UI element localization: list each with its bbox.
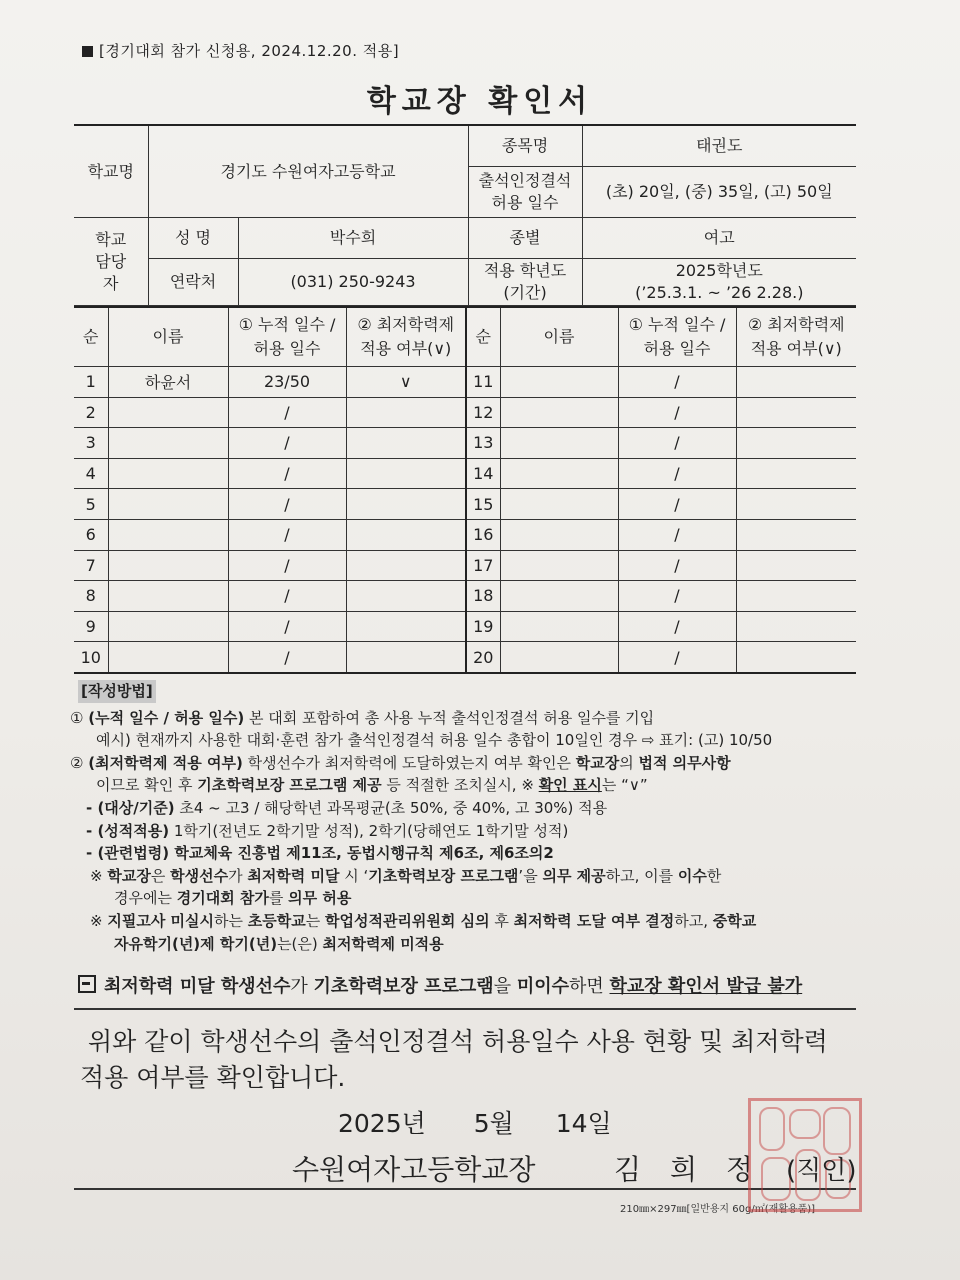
notice-d: 을 xyxy=(493,976,517,997)
roster-header-row xyxy=(74,307,856,367)
info-table xyxy=(74,124,856,306)
row-number: 18 xyxy=(466,581,500,612)
n1-b2: 학생선수 xyxy=(170,866,229,885)
n2-c3: 후 xyxy=(489,911,514,930)
row-number: 5 xyxy=(74,489,108,520)
date-year: 2025년 xyxy=(338,1109,426,1138)
guide-note-1-line2 xyxy=(70,887,870,910)
n2-l2-c: 는(은) xyxy=(277,934,323,953)
col-days-right: ① 누적 일수 / 허용 일수 xyxy=(618,307,736,367)
contact-value: (031) 250-9243 xyxy=(238,259,468,306)
n1-b5: 의무 제공 xyxy=(542,866,606,885)
n2-c1: 하는 xyxy=(214,911,248,930)
row-number: 4 xyxy=(74,458,108,489)
n1-c5: 하고, 이를 xyxy=(605,866,678,885)
n2-b3: 학업성적관리위원회 심의 xyxy=(324,911,490,930)
table-row xyxy=(74,642,856,673)
n1-b4: 기초학력보장 프로그램 xyxy=(368,866,519,885)
days-cell: 23/50 xyxy=(228,367,346,398)
days-cell: / xyxy=(618,428,736,459)
days-cell: / xyxy=(618,489,736,520)
square-bullet-icon xyxy=(82,46,93,57)
n2-l2-b: 자유학기(년)제 학기(년) xyxy=(114,934,278,953)
row-number: 15 xyxy=(466,489,500,520)
guide-2-bold2: 학교장 xyxy=(575,753,620,772)
min-achievement-cell xyxy=(736,581,856,612)
n1-b3: 최저학력 미달 xyxy=(247,866,340,885)
seal-glyph xyxy=(823,1107,851,1155)
paper-spec: 210㎜×297㎜[일반용지 60g/㎡(재활용품)] xyxy=(620,1204,816,1215)
row-number: 16 xyxy=(466,519,500,550)
min-achievement-cell xyxy=(736,367,856,398)
n1-l2-c: 를 xyxy=(268,889,289,908)
table-row xyxy=(74,611,856,642)
student-name-cell xyxy=(108,428,228,459)
days-cell: / xyxy=(228,397,346,428)
roster-table xyxy=(74,306,856,674)
min-achievement-cell xyxy=(736,397,856,428)
issue-date xyxy=(338,1104,612,1140)
days-cell: / xyxy=(228,642,346,673)
student-name-cell xyxy=(108,611,228,642)
table-row xyxy=(74,458,856,489)
row-number: 14 xyxy=(466,458,500,489)
min-achievement-cell xyxy=(346,550,466,581)
days-cell: / xyxy=(228,428,346,459)
row-number: 1 xyxy=(74,367,108,398)
guide-note-2-line2 xyxy=(70,933,870,956)
min-achievement-cell xyxy=(736,642,856,673)
n2-b2: 초등학교 xyxy=(247,911,306,930)
guide-d2-text: 1학기(전년도 2학기말 성적), 2학기(당해연도 1학기말 성적) xyxy=(169,821,569,840)
min-achievement-cell xyxy=(736,519,856,550)
table-row xyxy=(74,519,856,550)
student-name-cell xyxy=(500,367,618,398)
guide-2-bold: (최저학력제 적용 여부) xyxy=(88,753,243,772)
n1-c1: 은 xyxy=(150,866,171,885)
guide-num-1: ① xyxy=(70,708,84,727)
min-achievement-cell xyxy=(736,428,856,459)
divider-top xyxy=(74,1008,856,1010)
n1-l2-a: 경우에는 xyxy=(114,889,177,908)
row-number: 9 xyxy=(74,611,108,642)
days-cell: / xyxy=(618,397,736,428)
issuance-notice xyxy=(78,972,802,998)
col-min-right: ② 최저학력제 적용 여부(∨) xyxy=(736,307,856,367)
table-row xyxy=(74,489,856,520)
col-name: 이름 xyxy=(108,307,228,367)
name-label: 성 명 xyxy=(148,218,238,259)
n1-c4: ’을 xyxy=(518,866,543,885)
row-number: 19 xyxy=(466,611,500,642)
document-title: 학교장 확인서 xyxy=(366,84,594,119)
student-name-cell xyxy=(500,519,618,550)
guide-2-l2-ul: 확인 표시 xyxy=(538,776,602,795)
guide-title: [작성방법] xyxy=(78,680,156,703)
n1-c6: 한 xyxy=(706,866,722,885)
guide-detail-1 xyxy=(70,797,870,820)
gender-label: 종별 xyxy=(468,218,582,259)
school-value: 경기도 수원여자고등학교 xyxy=(148,125,468,218)
days-cell: / xyxy=(618,581,736,612)
student-name-cell xyxy=(108,550,228,581)
n1-a: ※ xyxy=(90,866,108,885)
n2-b5: 중학교 xyxy=(712,911,757,930)
row-number: 17 xyxy=(466,550,500,581)
min-achievement-cell: ∨ xyxy=(346,367,466,398)
guide-d1-bold: - (대상/기준) xyxy=(86,798,175,817)
guide-2-l2-a: 이므로 확인 후 xyxy=(96,776,198,795)
form-tag-text: [경기대회 참가 신청용, 2024.12.20. 적용] xyxy=(99,42,400,60)
min-achievement-cell xyxy=(736,458,856,489)
days-cell: / xyxy=(228,611,346,642)
notice-e: 미이수 xyxy=(516,976,569,997)
guide-2-text1: 학생선수가 최저학력에 도달하였는지 여부 확인은 xyxy=(242,753,576,772)
days-cell: / xyxy=(228,550,346,581)
row-number: 2 xyxy=(74,397,108,428)
confirmation-statement xyxy=(80,1024,870,1096)
n1-c2: 가 xyxy=(228,866,248,885)
guide-1-text: 본 대회 포함하여 총 사용 누적 출석인정결석 허용 일수를 기입 xyxy=(244,708,655,727)
contact-label: 연락처 xyxy=(148,259,238,306)
min-achievement-cell xyxy=(736,550,856,581)
row-number: 11 xyxy=(466,367,500,398)
table-row xyxy=(74,550,856,581)
table-row xyxy=(74,397,856,428)
days-cell: / xyxy=(618,367,736,398)
row-number: 3 xyxy=(74,428,108,459)
col-name-right: 이름 xyxy=(500,307,618,367)
col-min: ② 최저학력제 적용 여부(∨) xyxy=(346,307,466,367)
student-name-cell xyxy=(500,550,618,581)
student-name-cell xyxy=(500,642,618,673)
n2-b1: 지필고사 미실시 xyxy=(107,911,214,930)
guide-note-1 xyxy=(70,865,870,888)
student-name-cell xyxy=(108,519,228,550)
days-cell: / xyxy=(228,489,346,520)
guide-item-2 xyxy=(70,752,870,775)
year-cell xyxy=(582,259,856,306)
manager-label: 학교 담당자 xyxy=(74,218,148,306)
student-name-cell xyxy=(500,581,618,612)
guide-2-l2-b: 등 적절한 조치실시, ※ xyxy=(381,776,539,795)
guide-detail-2 xyxy=(70,820,870,843)
n2-l2-d: 최저학력제 미적용 xyxy=(322,934,444,953)
year-value: 2025학년도 xyxy=(675,261,763,280)
divider-bottom xyxy=(74,1188,856,1190)
student-name-cell xyxy=(108,489,228,520)
student-name-cell xyxy=(108,397,228,428)
confirm-line-2: 적용 여부를 확인합니다. xyxy=(80,1063,346,1092)
notice-f: 하면 xyxy=(569,976,610,997)
seal-glyph xyxy=(789,1109,821,1139)
student-name-cell xyxy=(108,642,228,673)
student-name-cell xyxy=(108,458,228,489)
seal-glyph xyxy=(759,1107,785,1151)
principal-name: 김 희 정 xyxy=(614,1153,763,1186)
min-achievement-cell xyxy=(346,428,466,459)
student-name-cell xyxy=(500,458,618,489)
school-label: 학교명 xyxy=(74,125,148,218)
n1-b6: 이수 xyxy=(677,866,707,885)
row-number: 13 xyxy=(466,428,500,459)
row-number: 20 xyxy=(466,642,500,673)
guide-item-1 xyxy=(70,707,870,730)
days-cell: / xyxy=(618,642,736,673)
notice-b: 가 xyxy=(290,976,314,997)
date-month: 5월 xyxy=(473,1109,514,1138)
row-number: 8 xyxy=(74,581,108,612)
writing-guide xyxy=(70,680,870,955)
min-achievement-cell xyxy=(736,611,856,642)
n2-c4: 하고, xyxy=(674,911,713,930)
guide-d3-bold: - (관련법령) 학교체육 진흥법 제11조, 동법시행규칙 제6조, 제6조의2 xyxy=(86,844,554,863)
days-cell: / xyxy=(618,611,736,642)
table-row xyxy=(74,581,856,612)
guide-2-bold3: 법적 의무사항 xyxy=(638,753,731,772)
n2-a: ※ xyxy=(90,911,108,930)
days-cell: / xyxy=(228,581,346,612)
min-achievement-cell xyxy=(346,611,466,642)
allowed-days-value: (초) 20일, (중) 35일, (고) 50일 xyxy=(582,167,856,218)
min-achievement-cell xyxy=(346,397,466,428)
guide-2-l2-bold: 기초학력보장 프로그램 제공 xyxy=(197,776,382,795)
days-cell: / xyxy=(228,519,346,550)
sport-value: 태권도 xyxy=(582,125,856,167)
row-number: 10 xyxy=(74,642,108,673)
n1-c3: 시 ‘ xyxy=(339,866,369,885)
row-number: 12 xyxy=(466,397,500,428)
year-label: 적용 학년도 (기간) xyxy=(468,259,582,306)
student-name-cell xyxy=(500,489,618,520)
n2-c2: 는 xyxy=(305,911,325,930)
student-name-cell xyxy=(108,581,228,612)
n1-b1: 학교장 xyxy=(107,866,151,885)
row-number: 7 xyxy=(74,550,108,581)
n2-b4: 최저학력 도달 여부 결정 xyxy=(513,911,675,930)
min-achievement-cell xyxy=(346,642,466,673)
days-cell: / xyxy=(228,458,346,489)
allowed-days-label: 출석인정결석 허용 일수 xyxy=(468,167,582,218)
table-row xyxy=(74,428,856,459)
gender-value: 여고 xyxy=(582,218,856,259)
guide-2-text2: 의 xyxy=(619,753,639,772)
arrow-box-icon xyxy=(78,975,96,993)
col-days: ① 누적 일수 / 허용 일수 xyxy=(228,307,346,367)
min-achievement-cell xyxy=(346,489,466,520)
guide-d1-text: 초4 ~ 고3 / 해당학년 과목평균(초 50%, 중 40%, 고 30%) 적용 xyxy=(174,798,608,817)
date-day: 14일 xyxy=(555,1109,612,1138)
form-tag xyxy=(82,40,399,61)
notice-a: 최저학력 미달 학생선수 xyxy=(104,976,291,997)
n1-l2-b: 경기대회 참가 xyxy=(176,889,269,908)
notice-g: 학교장 확인서 발급 불가 xyxy=(609,976,803,997)
n1-l2-d: 의무 허용 xyxy=(288,889,352,908)
student-name-cell xyxy=(500,397,618,428)
row-number: 6 xyxy=(74,519,108,550)
guide-2-l2-c: 는 “∨” xyxy=(601,776,648,795)
min-achievement-cell xyxy=(346,581,466,612)
col-no-right: 순 xyxy=(466,307,500,367)
confirm-line-1: 위와 같이 학생선수의 출석인정결석 허용일수 사용 현황 및 최저학력 xyxy=(88,1027,828,1056)
guide-1-example: 예시) 현재까지 사용한 대회·훈련 참가 출석인정결석 허용 일수 총합이 10일인 경우 ⇨ 표기: (고) 10/50 xyxy=(96,731,773,750)
period-value: (’25.3.1. ~ ’26 2.28.) xyxy=(635,283,804,302)
guide-2-line2 xyxy=(70,774,870,797)
guide-num-2: ② xyxy=(70,753,84,772)
student-name-cell xyxy=(500,611,618,642)
sport-label: 종목명 xyxy=(468,125,582,167)
min-achievement-cell xyxy=(346,458,466,489)
min-achievement-cell xyxy=(346,519,466,550)
name-value: 박수희 xyxy=(238,218,468,259)
days-cell: / xyxy=(618,519,736,550)
guide-detail-3 xyxy=(70,842,870,865)
table-row xyxy=(74,367,856,398)
guide-note-2 xyxy=(70,910,870,933)
days-cell: / xyxy=(618,550,736,581)
seal-label: (직인) xyxy=(786,1156,857,1186)
guide-1-bold: (누적 일수 / 허용 일수) xyxy=(88,708,245,727)
min-achievement-cell xyxy=(736,489,856,520)
signer-title: 수원여자고등학교장 xyxy=(292,1153,536,1186)
days-cell: / xyxy=(618,458,736,489)
col-no: 순 xyxy=(74,307,108,367)
student-name-cell: 하윤서 xyxy=(108,367,228,398)
notice-c: 기초학력보장 프로그램 xyxy=(313,976,494,997)
student-name-cell xyxy=(500,428,618,459)
guide-d2-bold: - (성적적용) xyxy=(86,821,170,840)
